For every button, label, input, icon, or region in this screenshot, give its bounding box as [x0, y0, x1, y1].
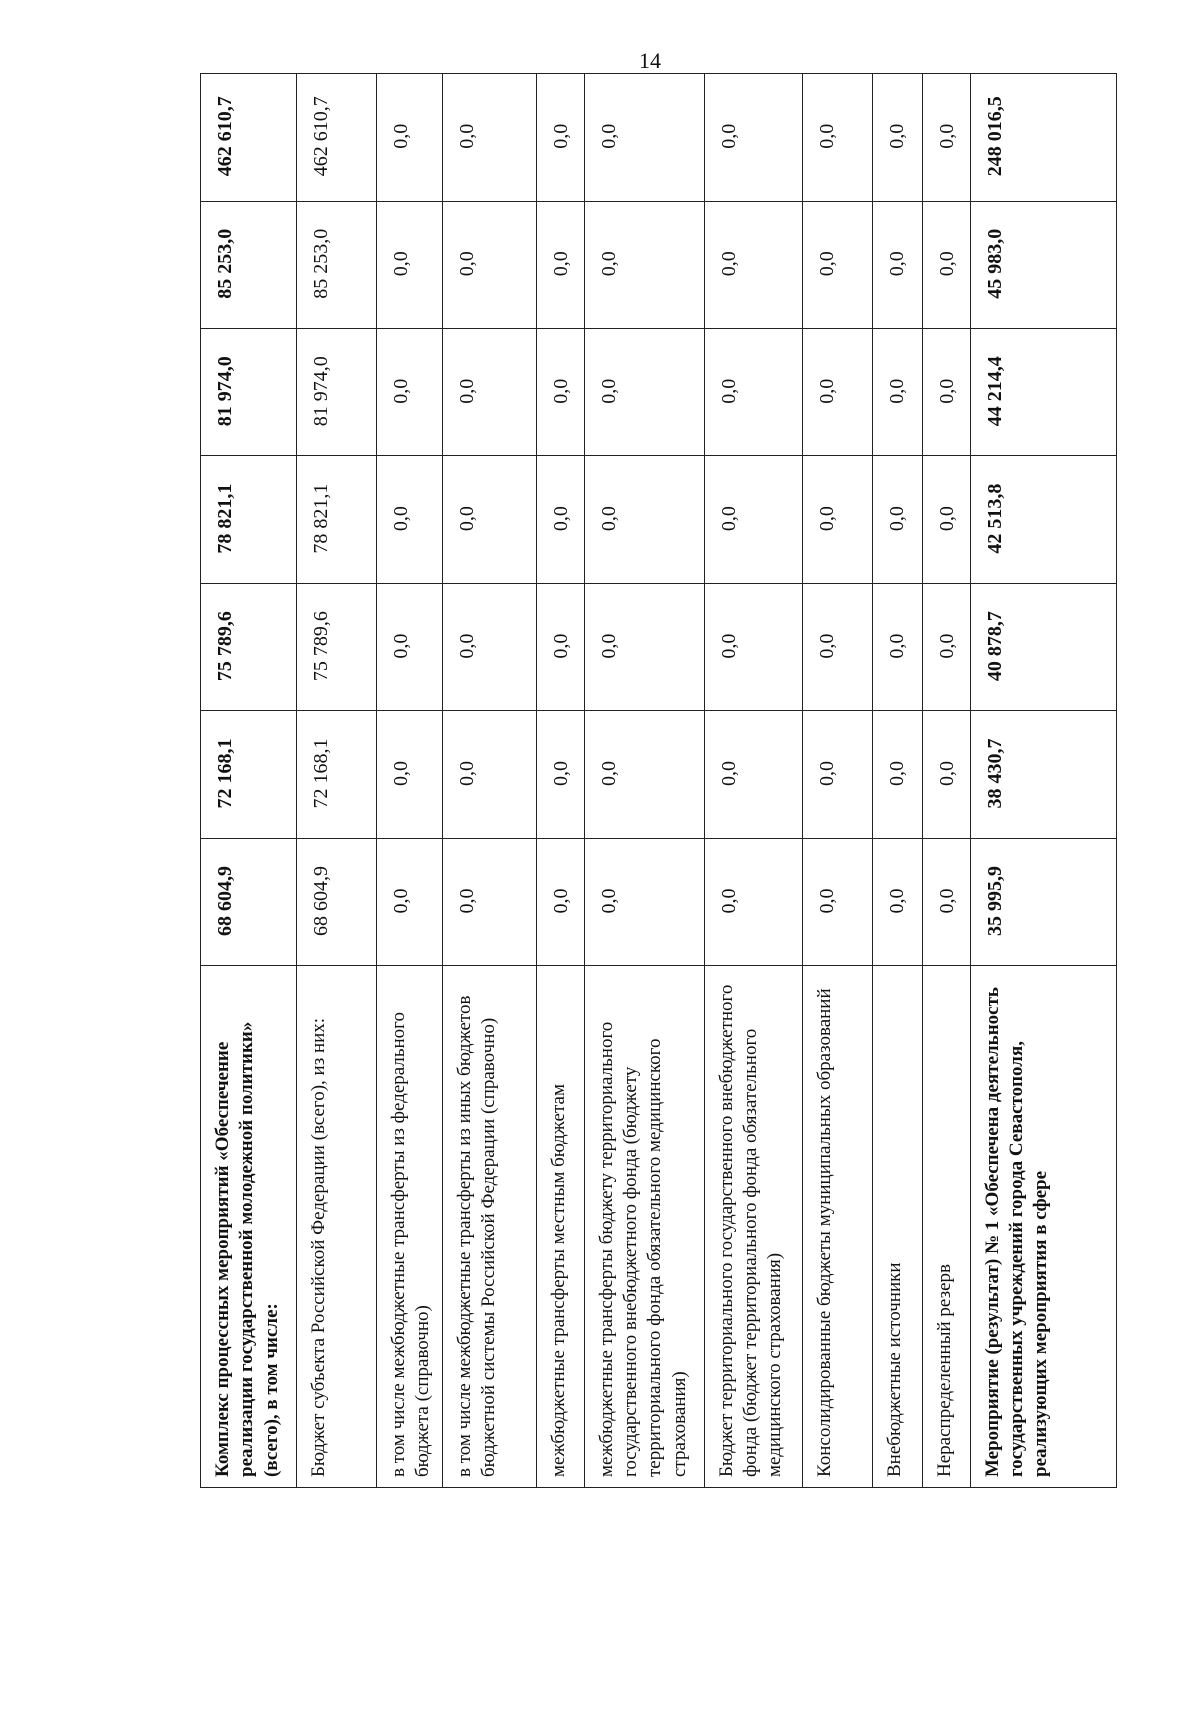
- value-cell: 0,0: [802, 328, 872, 455]
- value-cell: 0,0: [872, 838, 922, 965]
- value-cell: 0,0: [377, 838, 443, 965]
- value-cell: 0,0: [802, 74, 872, 202]
- row-label: Комплекс процессных мероприятий «Обеспечение реализации государственной молодежной политики» (всего), в том числе:: [201, 966, 297, 1488]
- budget-table: [200, 73, 1117, 1488]
- value-cell: 75 789,6: [201, 583, 297, 710]
- value-cell: 0,0: [584, 328, 704, 455]
- value-cell: 42 513,8: [970, 456, 1116, 583]
- row-label: Консолидированные бюджеты муниципальных образований: [802, 966, 872, 1488]
- table-row: [442, 74, 536, 1488]
- table-row: [922, 74, 970, 1488]
- value-cell: 0,0: [704, 583, 802, 710]
- value-cell: 0,0: [922, 328, 970, 455]
- table-row: [377, 74, 443, 1488]
- value-cell: 75 789,6: [297, 583, 377, 710]
- table-row: [872, 74, 922, 1488]
- value-cell: 0,0: [802, 711, 872, 838]
- value-cell: 0,0: [377, 456, 443, 583]
- value-cell: 0,0: [536, 456, 584, 583]
- budget-table-rotated: [200, 73, 1112, 1488]
- value-cell: 0,0: [536, 838, 584, 965]
- table-row: [970, 74, 1116, 1488]
- value-cell: 0,0: [872, 201, 922, 328]
- row-label: Нераспределенный резерв: [922, 966, 970, 1488]
- value-cell: 0,0: [442, 74, 536, 202]
- row-label: Мероприятие (результат) № 1 «Обеспечена деятельность государственных учреждений города Севастополя, реализующих мероприятия в сфере: [970, 966, 1116, 1488]
- value-cell: 81 974,0: [201, 328, 297, 455]
- value-cell: 0,0: [922, 456, 970, 583]
- table-row: [704, 74, 802, 1488]
- value-cell: 0,0: [872, 328, 922, 455]
- value-cell: 0,0: [536, 201, 584, 328]
- table-row: [297, 74, 377, 1488]
- value-cell: 0,0: [377, 328, 443, 455]
- value-cell: 0,0: [377, 201, 443, 328]
- value-cell: 0,0: [922, 201, 970, 328]
- value-cell: 0,0: [377, 583, 443, 710]
- value-cell: 0,0: [442, 201, 536, 328]
- value-cell: 68 604,9: [297, 838, 377, 965]
- row-label: межбюджетные трансферты местным бюджетам: [536, 966, 584, 1488]
- value-cell: 0,0: [536, 74, 584, 202]
- value-cell: 78 821,1: [201, 456, 297, 583]
- value-cell: 462 610,7: [297, 74, 377, 202]
- value-cell: 0,0: [872, 74, 922, 202]
- value-cell: 0,0: [704, 456, 802, 583]
- value-cell: 248 016,5: [970, 74, 1116, 202]
- value-cell: 0,0: [536, 328, 584, 455]
- value-cell: 0,0: [584, 456, 704, 583]
- value-cell: 0,0: [377, 74, 443, 202]
- value-cell: 0,0: [536, 583, 584, 710]
- value-cell: 0,0: [922, 583, 970, 710]
- value-cell: 0,0: [802, 583, 872, 710]
- table-row: [802, 74, 872, 1488]
- value-cell: 40 878,7: [970, 583, 1116, 710]
- budget-table-body: [201, 74, 1117, 1488]
- value-cell: 78 821,1: [297, 456, 377, 583]
- row-label: Бюджет территориального государственного внебюджетного фонда (бюджет территориального фонда обязательного медицинского страхования): [704, 966, 802, 1488]
- value-cell: 0,0: [872, 583, 922, 710]
- value-cell: 0,0: [442, 328, 536, 455]
- page-number: 14: [639, 48, 661, 73]
- row-label: Внебюджетные источники: [872, 966, 922, 1488]
- value-cell: 72 168,1: [297, 711, 377, 838]
- value-cell: 0,0: [802, 201, 872, 328]
- value-cell: 0,0: [802, 456, 872, 583]
- value-cell: 0,0: [584, 74, 704, 202]
- value-cell: 72 168,1: [201, 711, 297, 838]
- value-cell: 0,0: [536, 711, 584, 838]
- value-cell: 0,0: [922, 711, 970, 838]
- value-cell: 0,0: [584, 201, 704, 328]
- value-cell: 38 430,7: [970, 711, 1116, 838]
- value-cell: 0,0: [442, 456, 536, 583]
- value-cell: 44 214,4: [970, 328, 1116, 455]
- value-cell: 0,0: [442, 583, 536, 710]
- value-cell: 81 974,0: [297, 328, 377, 455]
- value-cell: 35 995,9: [970, 838, 1116, 965]
- value-cell: 0,0: [584, 711, 704, 838]
- row-label: в том числе межбюджетные трансферты из федерального бюджета (справочно): [377, 966, 443, 1488]
- value-cell: 0,0: [704, 711, 802, 838]
- value-cell: 462 610,7: [201, 74, 297, 202]
- table-row: [536, 74, 584, 1488]
- value-cell: 0,0: [442, 838, 536, 965]
- value-cell: 0,0: [922, 838, 970, 965]
- value-cell: 0,0: [922, 74, 970, 202]
- row-label: межбюджетные трансферты бюджету территориального государственного внебюджетного фонда (бюджету территориального фонда обязательного медицинского страхования): [584, 966, 704, 1488]
- value-cell: 0,0: [704, 201, 802, 328]
- value-cell: 85 253,0: [201, 201, 297, 328]
- value-cell: 0,0: [377, 711, 443, 838]
- table-row: [584, 74, 704, 1488]
- row-label: в том числе межбюджетные трансферты из иных бюджетов бюджетной системы Российской Федерации (справочно): [442, 966, 536, 1488]
- value-cell: 0,0: [802, 838, 872, 965]
- table-row: [201, 74, 297, 1488]
- value-cell: 0,0: [442, 711, 536, 838]
- value-cell: 45 983,0: [970, 201, 1116, 328]
- value-cell: 0,0: [704, 838, 802, 965]
- value-cell: 0,0: [704, 74, 802, 202]
- value-cell: 0,0: [704, 328, 802, 455]
- value-cell: 68 604,9: [201, 838, 297, 965]
- value-cell: 0,0: [872, 711, 922, 838]
- row-label: Бюджет субъекта Российской Федерации (всего), из них:: [297, 966, 377, 1488]
- value-cell: 0,0: [584, 583, 704, 710]
- value-cell: 0,0: [872, 456, 922, 583]
- value-cell: 85 253,0: [297, 201, 377, 328]
- value-cell: 0,0: [584, 838, 704, 965]
